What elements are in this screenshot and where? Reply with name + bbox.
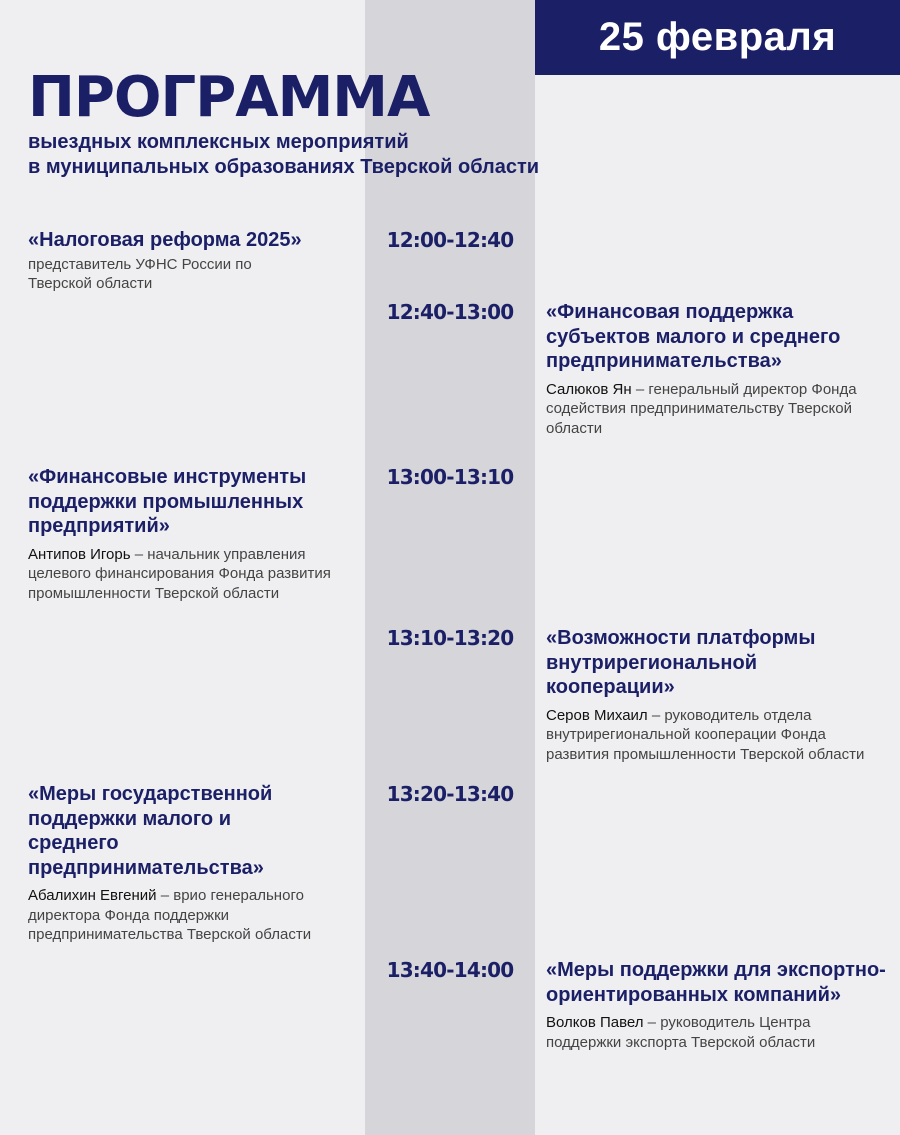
session-title: «Налоговая реформа 2025» [28,229,302,251]
session-time-1: 12:00-12:40 [386,228,514,252]
speaker-name: Серов Михаил [546,706,648,724]
speaker-role: представитель УФНС России по Тверской области [28,255,252,292]
speaker-name: Волков Павел [546,1014,644,1031]
session-time-2: 12:40-13:00 [386,300,514,324]
session-title: «Меры поддержки для экспортно-ориентированных компаний» [546,959,886,1006]
session-speaker-info [28,255,288,294]
speaker-role: врио генерального директора Фонда поддержки предпринимательства Тверской области [28,887,312,943]
date-label: 25 февраля [598,15,837,59]
session-1 [28,228,358,294]
session-time-5: 13:20-13:40 [386,782,514,806]
session-5 [28,782,318,945]
speaker-name: Салюков Ян [546,380,632,398]
session-speaker-info: Волков Павел – руководитель Центра поддержки экспорта Тверской области [546,1014,816,1051]
session-2 [546,300,886,438]
session-time-3: 13:00-13:10 [386,465,514,489]
session-6 [546,958,886,1052]
session-time-4: 13:10-13:20 [386,626,514,650]
speaker-role: руководитель отдела внутрирегиональной кооперации Фонда развития промышленности Тверской области [546,706,865,763]
speaker-role: генеральный директор Фонда содействия предпринимательству Тверской области [546,380,857,437]
session-title: «Возможности платформы внутрирегиональной кооперации» [546,627,816,698]
speaker-name: Абалихин Евгений [28,887,157,904]
session-speaker-info: Абалихин Евгений – врио генерального директора Фонда поддержки предпринимательства Тверской области [28,887,312,943]
session-speaker-info: Салюков Ян – генеральный директор Фонда содействия предпринимательству Тверской области [546,380,857,437]
subtitle-line-1: выездных комплексных мероприятий [28,131,409,153]
date-banner [535,0,900,75]
session-3 [28,465,353,603]
speaker-name: Антипов Игорь [28,545,131,563]
session-speaker-info: Серов Михаил – руководитель отдела внутрирегиональной кооперации Фонда развития промышленности Тверской области [546,706,865,763]
session-title: «Финансовая поддержка субъектов малого и среднего предпринимательства» [546,301,841,372]
session-speaker-info: Антипов Игорь – начальник управления целевого финансирования Фонда развития промышленности Тверской области [28,545,331,602]
page-title: ПРОГРАММА [28,65,430,130]
speaker-role: руководитель Центра поддержки экспорта Тверской области [546,1014,816,1051]
session-4 [546,626,886,764]
session-time-6: 13:40-14:00 [386,958,514,982]
session-title: «Финансовые инструменты поддержки промышленных предприятий» [28,466,307,537]
subtitle-line-2: в муниципальных образованиях Тверской области [28,156,540,178]
speaker-role: начальник управления целевого финансирования Фонда развития промышленности Тверской области [28,545,331,602]
session-title: «Меры государственной поддержки малого и среднего предпринимательства» [28,783,273,879]
page-subtitle [28,130,728,180]
